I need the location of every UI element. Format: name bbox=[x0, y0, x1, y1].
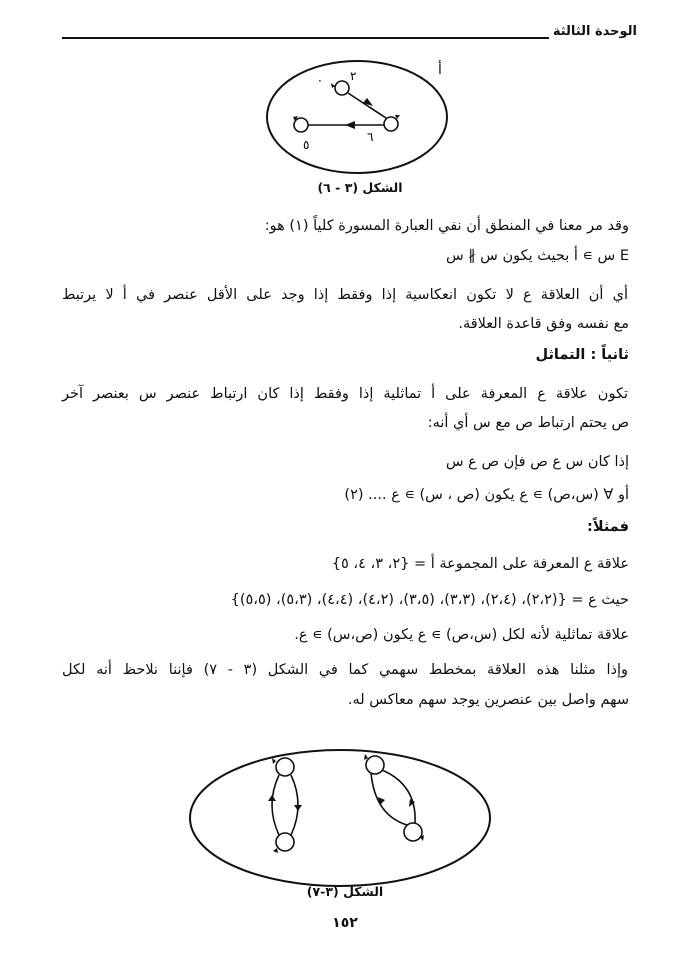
example-label: فمثلاً: bbox=[587, 519, 629, 535]
set-ellipse-2 bbox=[190, 750, 490, 886]
symmetry-condition: إذا كان س ع ص فإن ص ع س bbox=[445, 454, 629, 470]
set-label: أ bbox=[438, 62, 442, 78]
node-left-top bbox=[276, 758, 294, 776]
page-number: ١٥٢ bbox=[332, 915, 358, 931]
header-rule bbox=[62, 37, 549, 39]
figure-3-7-diagram bbox=[185, 745, 505, 895]
negation-formula: E س ∍ أ بحيث يكون س ∦ س bbox=[445, 248, 629, 264]
paragraph-10-line-1: وإذا مثلنا هذه العلاقة بمخطط سهمي كما في الشكل (٣ - ٧) فإننا نلاحظ أنه لكل bbox=[62, 662, 629, 678]
node-label-2: ٢ bbox=[350, 69, 357, 83]
node-label-5: ٥ bbox=[303, 138, 310, 152]
heading-symmetry: ثانياً : التماثل bbox=[535, 347, 629, 363]
paragraph-1: وقد مر معنا في المنطق أن نفي العبارة المسورة كلياً (١) هو: bbox=[264, 218, 629, 234]
paragraph-3-line-1: أي أن العلاقة ع لا تكون انعكاسية إذا وفقط إذا وجد على الأقل عنصر في أ لا يرتبط bbox=[62, 287, 628, 303]
paragraph-4-line-2: ص يحتم ارتباط ص مع س أي أنه: bbox=[427, 415, 629, 431]
node-6 bbox=[384, 117, 398, 131]
relation-pairs: حيث ع = {(٢،٢)، (٢،٤)، (٣،٣)، (٣،٥)، (٤،٢)، (٤،٤)، (٥،٣)، (٥،٥)} bbox=[230, 592, 629, 608]
figure-3-6-caption: الشكل (٣ - ٦) bbox=[317, 180, 403, 195]
symmetric-statement: علاقة تماثلية لأنه لكل (س،ص) ∍ ع يكون (ص،س) ∍ ع. bbox=[294, 627, 629, 643]
symmetry-formula: أو ∀ (س،ص) ∍ ع يكون (ص ، س) ∍ ع .... (٢) bbox=[344, 487, 629, 503]
node-left-bottom bbox=[276, 833, 294, 851]
paragraph-10-line-2: سهم واصل بين عنصرين يوجد سهم معاكس له. bbox=[347, 692, 629, 708]
figure-3-7-caption: الشكل (٣-٧) bbox=[306, 884, 384, 899]
relation-definition: علاقة ع المعرفة على المجموعة أ = {٢، ٣، ٤، ٥} bbox=[331, 556, 629, 572]
paragraph-3-line-2: مع نفسه وفق قاعدة العلاقة. bbox=[458, 316, 629, 332]
node-label-6: ٦ bbox=[367, 130, 374, 144]
paragraph-4-line-1: تكون علاقة ع المعرفة على أ تماثلية إذا وفقط إذا كان ارتباط عنصر س بعنصر آخر bbox=[62, 386, 628, 402]
unit-title: الوحدة الثالثة bbox=[552, 24, 637, 39]
node-5 bbox=[294, 118, 308, 132]
node-right-top bbox=[366, 756, 384, 774]
figure-3-6-diagram bbox=[255, 55, 455, 180]
node-2 bbox=[335, 81, 349, 95]
stray-dot: · bbox=[318, 74, 322, 88]
